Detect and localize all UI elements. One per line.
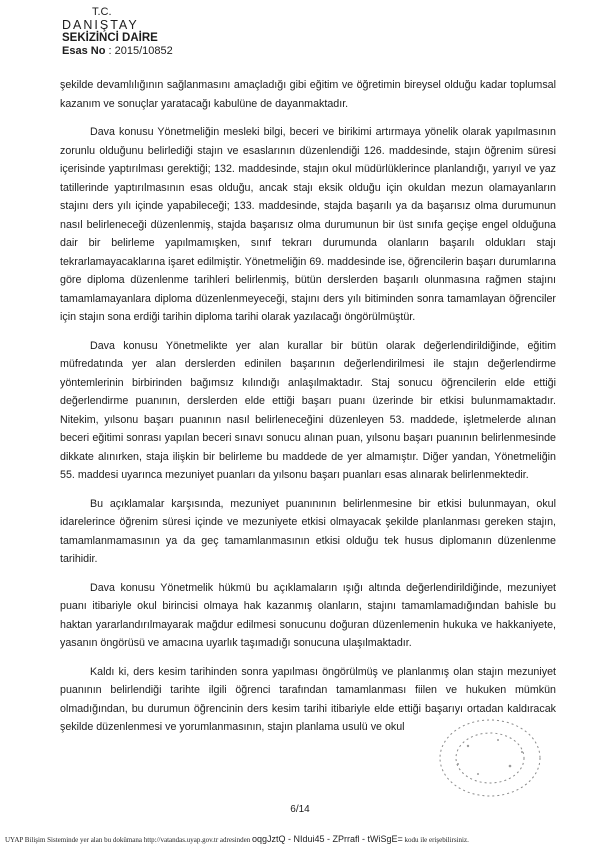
body-paragraph: Bu açıklamalar karşısında, mezuniyet puanınının belirlenmesine bir etkisi bulunmayan, okul idarelerince öğrenim süresi içinde ve mezuniyete etkisi olmayacak şekilde planlanması gereken stajın, tamamlanmamasının ya da geç tamamlanmasının etkisi olduğu tek husus diplomanın düzenlenme tarihidir. bbox=[60, 497, 556, 565]
header-case-number bbox=[62, 45, 173, 58]
court-seal-stamp bbox=[428, 716, 546, 800]
footer-text: UYAP Bilişim Sisteminde yer alan bu dokümana http://vatandas.uyap.gov.tr adresinden bbox=[5, 836, 251, 844]
body-paragraph: Kaldı ki, ders kesim tarihinden sonra yapılması öngörülmüş ve planlanmış olan stajın mezuniyet puanının belirlendiği tarihte ilgili öğrenci tarafından tamamlanması fiilen ve hukuken mümkün olmadığından, bu durumun öğrencinin ders kesim tarihi itibariyle elde ettiği başarıyı ortadan kaldıracak şekilde düzenlenmesi ve yorumlanmasının, stajın planlama usulü ve okul bbox=[60, 665, 556, 733]
uyap-footer bbox=[5, 834, 597, 844]
header-tc: T.C. bbox=[92, 6, 112, 18]
document-body bbox=[60, 76, 556, 747]
footer-access-code: oqgJztQ - NIdui45 - ZPrrafl - tWiSgE= bbox=[251, 834, 403, 844]
footer-suffix: kodu ile erişebilirsiniz. bbox=[404, 836, 469, 844]
case-number-label: Esas No bbox=[62, 45, 106, 57]
body-paragraph: Dava konusu Yönetmeliğin mesleki bilgi, beceri ve birikimi artırmaya yönelik olarak yapılmasının zorunlu olduğunu belirlediği stajın ve esaslarının düzenlendiği 126. maddesinde, stajın öğrenim süresi içerisinde yaptırılması gerektiği; 132. maddesinde, stajın okul müdürlüklerince planlandığı, yarıyıl ve yaz tatillerinde yaptırılmasının esas olduğu, ancak stajı eksik olduğu için okuldan mezun olamayanların stajını ders yılı içinde yapabileceği; 133. maddesinde, stajda başarılı ya da başarısız olma durumunun nasıl belirleneceği düzenlenmiş, stajda başarısız olma durumunun bir üst sınıfa geçişe engel olduğuna dair bir belirleme yapılmamışken, sınıf tekrarı durumunda olanların başarılı oldukları stajı tekrarlamayacaklarına işaret edilmiştir. Yönetmeliğin 69. maddesinde ise, öğrencilerin başarı durumlarına göre diploma düzenlenme tarihleri belirlenmiş, bütün derslerden başarılı olunmasına rağmen stajını tamamlamayanlara diploma düzenlenmeyeceği, stajını ders yılı bitiminden sonra tamamlayan öğrenciler için stajın sona erdiği tarihin diploma tarihi olarak yazılacağı öngörülmüştür. bbox=[60, 126, 556, 323]
body-paragraph: Dava konusu Yönetmelikte yer alan kurallar bir bütün olarak değerlendirildiğinde, eğitim müfredatında yer alan derslerden edinilen başarının değerlendirilmesi ile stajın değerlendirme yöntemlerinin birbirinden bağımsız kılındığı anlaşılmaktadır. Staj sonucu öğrencilerin elde ettiği değerlendirme puanının, derslerden elde ettiği başarı puanı üzerinde bir etkisi bulunmamaktadır. Nitekim, yılsonu başarı puanının nasıl belirleneceğini düzenleyen 53. maddede, işletmelerde alınan beceri eğitimi sonrası yapılan beceri sınavı sonucu alınan puan, yılsonu başarı puanının belirlenmesinde dikkate alınırken, staja ilişkin bir belirleme bu maddede de yer almamıştır. Diğer yandan, Yönetmeliğin 55. maddesi uyarınca mezuniyet puanları da yılsonu başarı puanları esas alınarak belirlenmektedir. bbox=[60, 339, 556, 481]
header-department: SEKİZİNCİ DAİRE bbox=[62, 32, 158, 44]
case-number-value: : 2015/10852 bbox=[108, 45, 173, 57]
document-header bbox=[62, 6, 173, 58]
body-paragraph: Dava konusu Yönetmelik hükmü bu açıklamaların ışığı altında değerlendirildiğinde, mezuniyet puanı itibariyle okul birincisi olmaya hak kazanmış olanların, stajını tamamlamadığından bahisle bu haktan yararlandırılmayarak mağdur edilmesi sonucunu doğuran düzenlemenin hukuka ve hakkaniyete, yasanın öngörüsü ve amacına uyarlık taşımadığı sonucuna ulaşılmaktadır. bbox=[60, 581, 556, 649]
header-court-name: DANIŞTAY bbox=[62, 18, 139, 32]
page-number: 6/14 bbox=[290, 804, 310, 815]
body-paragraph: şekilde devamlılığının sağlanmasını amaçladığı gibi eğitim ve öğretimin bireysel olduğu kadar toplumsal kazanım ve sonuçlar yaratacağı kabulüne de dayanmaktadır. bbox=[60, 79, 556, 110]
